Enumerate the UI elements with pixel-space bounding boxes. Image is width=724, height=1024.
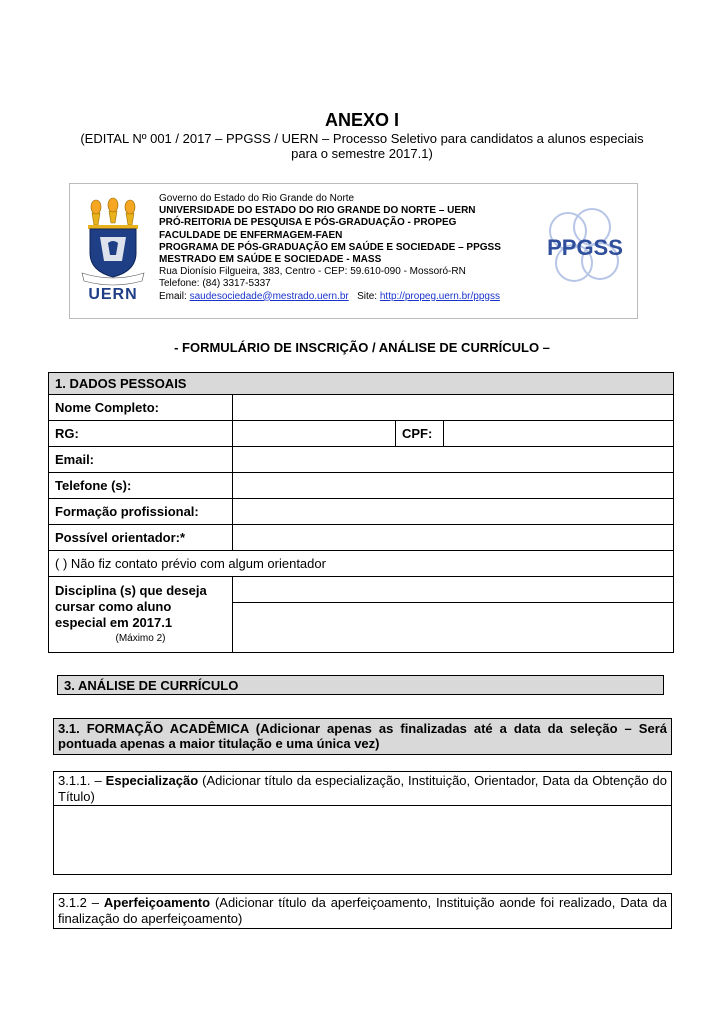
email-link[interactable]: saudesociedade@mestrado.uern.br bbox=[189, 290, 349, 302]
faculty-line: FACULDADE DE ENFERMAGEM-FAEN bbox=[159, 229, 343, 241]
specialization-box bbox=[53, 771, 672, 875]
ppgss-logo-icon bbox=[544, 201, 626, 297]
specialization-title: Especialização bbox=[105, 773, 199, 788]
subtitle-line-1: (EDITAL Nº 001 / 2017 – PPGSS / UERN – Processo Seletivo para candidatos a alunos especiais bbox=[80, 131, 644, 146]
page-subtitle bbox=[60, 131, 664, 161]
site-link[interactable]: http://propeg.uern.br/ppgss bbox=[379, 290, 500, 302]
propeg-line: PRÓ-REITORIA DE PESQUISA E PÓS-GRADUAÇÃO - PROPEG bbox=[159, 217, 457, 229]
improvement-header: 3.1.2 – Aperfeiçoamento (Adicionar título da aperfeiçoamento, Instituição aonde foi realizado, Data da finalização do aperfeiçoamento) bbox=[58, 895, 668, 926]
advisor-field[interactable] bbox=[233, 525, 674, 551]
advisor-label: Possível orientador:* bbox=[49, 525, 233, 551]
no-contact-checkbox[interactable]: ( ) Não fiz contato prévio com algum orientador bbox=[49, 551, 674, 577]
personal-section-header: 1. DADOS PESSOAIS bbox=[49, 373, 674, 395]
email-field[interactable] bbox=[233, 447, 674, 473]
gov-line: Governo do Estado do Rio Grande do Norte bbox=[159, 193, 355, 204]
email-label: Email: bbox=[159, 290, 187, 302]
discipline-field-1[interactable] bbox=[233, 577, 674, 603]
phone-field[interactable] bbox=[233, 473, 674, 499]
uern-logo-text: UERN bbox=[88, 286, 138, 303]
university-line: UNIVERSIDADE DO ESTADO DO RIO GRANDE DO NORTE – UERN bbox=[159, 205, 476, 217]
master-line: MESTRADO EM SAÚDE E SOCIEDADE - MASS bbox=[159, 254, 382, 266]
improvement-box bbox=[53, 893, 672, 929]
max-note: (Máximo 2) bbox=[115, 632, 166, 644]
specialization-header: 3.1.1. – Especialização (Adicionar título da especialização, Instituição, Orientador, Data da Obtenção do Título) bbox=[54, 772, 671, 806]
name-label: Nome Completo: bbox=[49, 395, 233, 421]
improvement-title: Aperfeiçoamento bbox=[103, 895, 211, 910]
page-title: ANEXO I bbox=[324, 110, 399, 130]
formation-field[interactable] bbox=[233, 499, 674, 525]
cpf-field[interactable] bbox=[444, 421, 674, 447]
email-label: Email: bbox=[49, 447, 233, 473]
institution-info bbox=[159, 193, 501, 303]
name-field[interactable] bbox=[233, 395, 674, 421]
program-line: PROGRAMA DE PÓS-GRADUAÇÃO EM SAÚDE E SOCIEDADE – PPGSS bbox=[159, 241, 501, 253]
contact-line bbox=[159, 291, 501, 303]
form-title: - FORMULÁRIO DE INSCRIÇÃO / ANÁLISE DE CURRÍCULO – bbox=[174, 340, 550, 355]
discipline-label: Disciplina (s) que deseja cursar como aluno especial em 2017.1 (Máximo 2) bbox=[49, 577, 233, 653]
cpf-label: CPF: bbox=[396, 421, 444, 447]
site-label: Site: bbox=[357, 290, 378, 302]
phone-label: Telefone (s): bbox=[49, 473, 233, 499]
ppgss-logo-text: PPGSS bbox=[547, 235, 623, 260]
curriculum-section-header: 3. ANÁLISE DE CURRÍCULO bbox=[57, 675, 664, 695]
phone-line: Telefone: (84) 3317-5337 bbox=[159, 278, 271, 290]
discipline-field-2[interactable] bbox=[233, 603, 674, 653]
subtitle-line-2: para o semestre 2017.1) bbox=[291, 146, 433, 161]
rg-field[interactable] bbox=[233, 421, 396, 447]
rg-label: RG: bbox=[49, 421, 233, 447]
personal-data-table bbox=[48, 372, 674, 653]
address-line: Rua Dionísio Filgueira, 383, Centro - CEP: 59.610-090 - Mossoró-RN bbox=[159, 266, 466, 278]
specialization-field[interactable] bbox=[54, 806, 671, 874]
formation-label: Formação profissional: bbox=[49, 499, 233, 525]
academic-formation-header: 3.1. FORMAÇÃO ACADÊMICA (Adicionar apenas as finalizadas até a data da seleção – Será pontuada apenas a maior titulação e uma única vez) bbox=[53, 718, 672, 755]
